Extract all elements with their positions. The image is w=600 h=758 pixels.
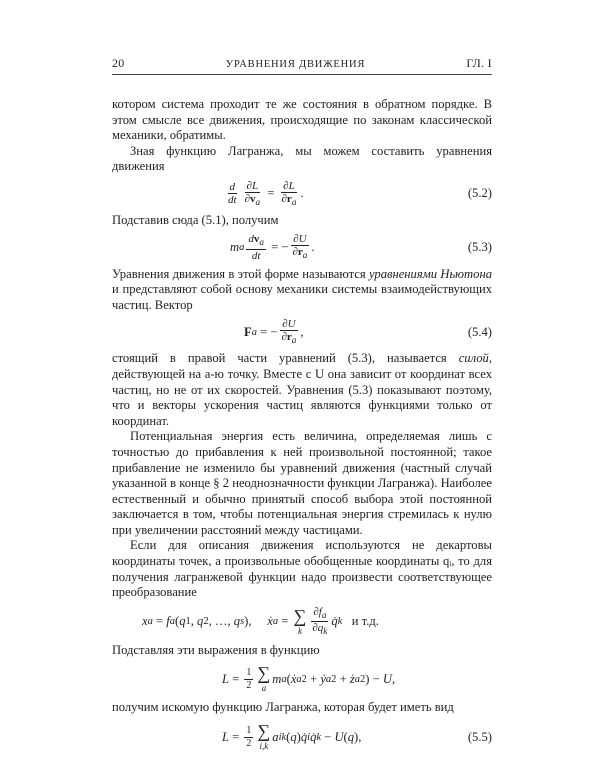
paragraph-1: котором система проходит те же состояния в обратном порядке. В этом смысле все движения, происходящие по законам классической механики, обратимы. [112,97,492,143]
paragraph-7: Если для описания движения используются не декартовы координаты точек, а произвольные обобщенные координаты qᵢ, то для получения лагранжевой функции надо произвести соответствующее преобразование [112,538,492,600]
etc-label: и т.д. [351,614,379,629]
equation-5-5: L = $\frac{1}{2}$ ∑ i,k a ik ( q ) q̇ i q̇ k − U ( q ), (5.5) [112,716,492,758]
equation-5-2: $\frac{d}{dt}$ $\frac{\partial L}{\partial v_a}$ = $\frac{\partial L}{\partial r_a}$ . (5.2) [112,175,492,213]
chapter-label: ГЛ. I [466,56,492,70]
running-header [112,56,492,75]
paragraph-2: Зная функцию Лагранжа, мы можем составить уравнения движения [112,143,492,174]
page [112,56,492,758]
paragraph-8: Подставляя эти выражения в функцию [112,642,320,657]
equation-number: (5.5) [467,729,492,744]
equation-lagrangian-cartesian: L = $\frac{1}{2}$ ∑ a m a ( ẋ a 2 + ẏ a 2 + ż a 2 ) − U , [222,663,396,694]
paragraph-6: Потенциальная энергия есть величина, определяемая лишь с точностью до прибавления к ней произвольной постоянной; такое прибавление не изменило бы уравнений движения (частный случай указанной в конце § 2 неоднозначности функции Лагранжа). Наиболее естественный и обычно принятый способ выбора этой постоянной заключается в том, чтобы потенциальная энергия стремилась к нулю при увеличении расстояний между частицами. [112,429,492,537]
paragraph-4: Уравнения движения в этой форме называются уравнениями Ньютона и представляют собой основу механики системы взаимодействующих частиц. Вектор [112,266,492,312]
equation-number: (5.3) [467,240,492,255]
equation-number: (5.4) [467,324,492,339]
equation-transform: x a = f a ( q 1 , q 2 , …, q s ), ẋ a = ∑ k $\frac{\partial f_a}{\partial q_k}$ q̇ k и т.д. [142,605,379,637]
equation-number: (5.2) [467,186,492,201]
equation-5-3: m a $\frac{dv_a}{dt}$ = − $\frac{\partial U}{\partial r_a}$ . (5.3) [112,229,492,267]
paragraph-5: стоящий в правой части уравнений (5.3), называется силой, действующей на a-ю точку. Вместе с U она зависит от координат всех частиц, но не от их скоростей. Уравнения (5.3) показывают поэтому, что и векторы ускорения частиц являются функциями только от координат. [112,351,492,428]
page-number: 20 [112,56,125,70]
newton-equations-term: уравнениями Ньютона [368,266,492,281]
paragraph-9: получим искомую функцию Лагранжа, которая будет иметь вид [112,700,454,715]
force-term: силой [458,351,489,366]
equation-5-4: F a = − $\frac{\partial U}{\partial r_a}$ , (5.4) [112,313,492,351]
paragraph-3: Подставив сюда (5.1), получим [112,212,279,227]
chapter-title: УРАВНЕНИЯ ДВИЖЕНИЯ [225,59,366,70]
